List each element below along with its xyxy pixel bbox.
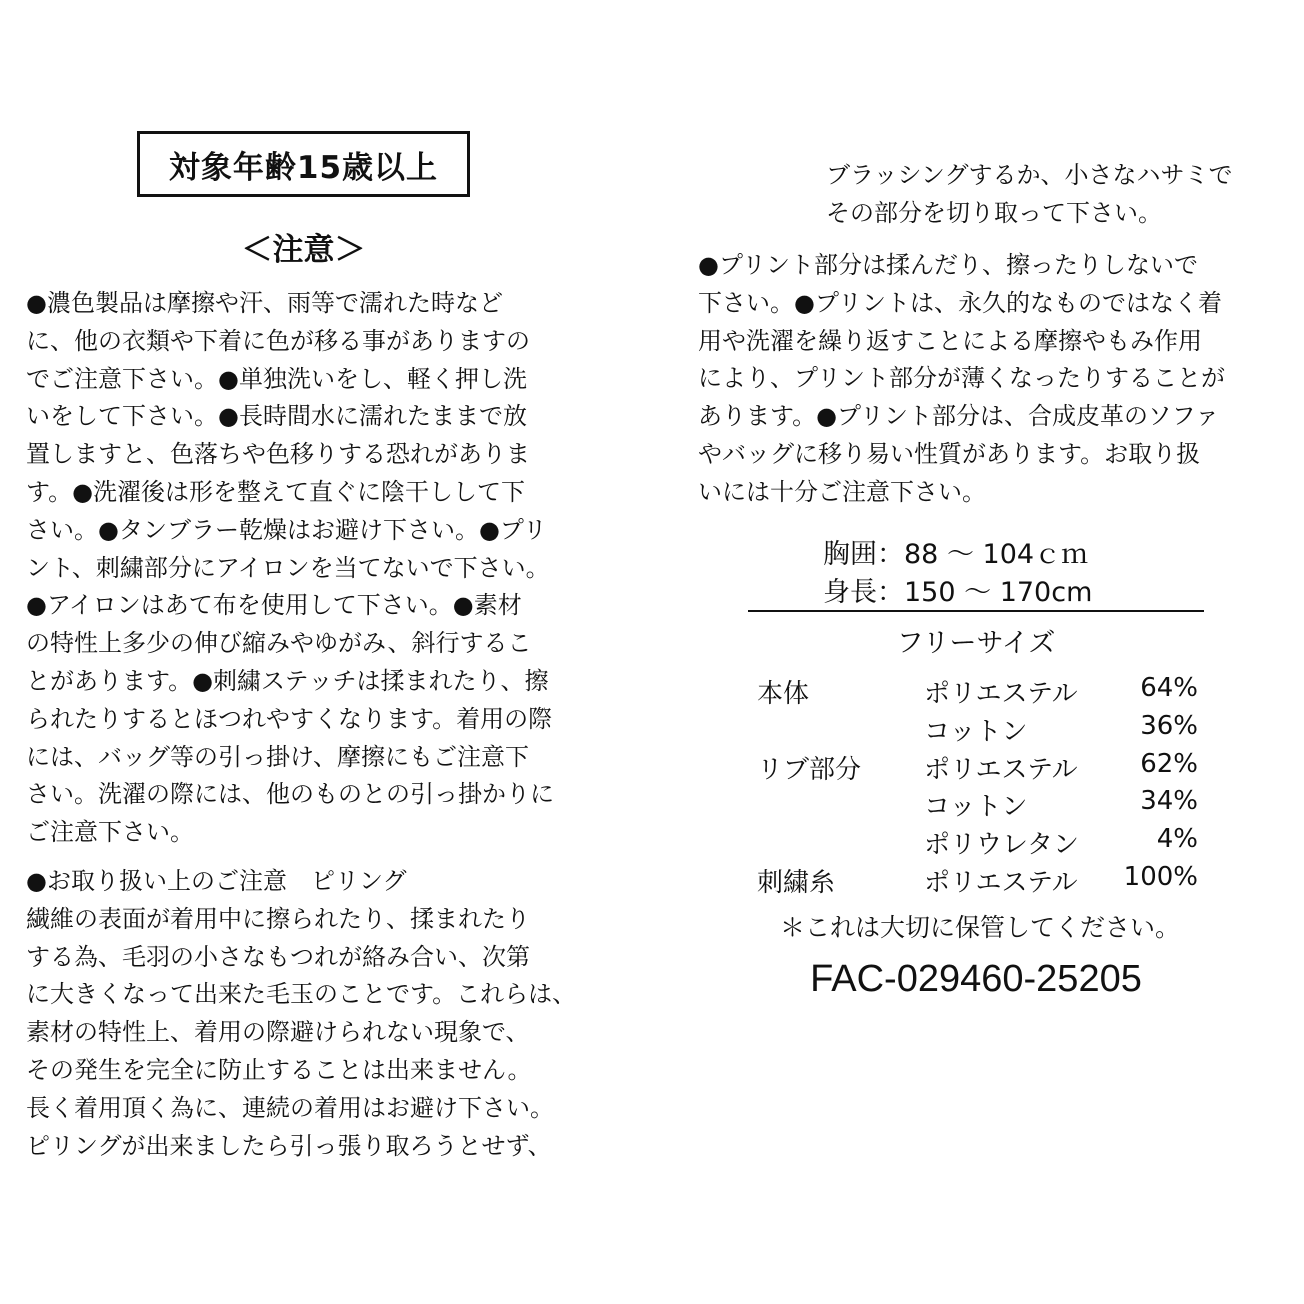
pilling-line: 繊維の表面が着用中に擦られたり、揉まれたり [26, 904, 530, 933]
caution-line: の特性上多少の伸び縮みやゆがみ、斜行するこ [26, 629, 532, 658]
pilling-line: に大きくなって出来た毛玉のことです。これらは、 [26, 980, 577, 1009]
caution-line: でご注意下さい。●単独洗いをし、軽く押し洗 [26, 364, 527, 393]
composition-percent: 36% [1140, 711, 1198, 741]
caution-line: 置しますと、色落ちや色移りする恐れがありま [26, 440, 530, 469]
composition-part: リブ部分 [757, 755, 862, 785]
composition-material: ポリエステル [924, 679, 1078, 709]
caution-line: さい。●タンブラー乾燥はお避け下さい。●プリ [26, 515, 547, 544]
pilling-line: ●お取り扱い上のご注意 ピリング [26, 867, 407, 895]
pilling-line: ブラッシングするか、小さなハサミで [826, 161, 1233, 189]
pilling-line: 長く着用頂く為に、連続の着用はお避け下さい。 [26, 1093, 554, 1122]
print-line: いには十分ご注意下さい。 [698, 477, 986, 506]
caution-line: ント、刺繍部分にアイロンを当てないで下さい。 [26, 553, 550, 582]
caution-line: とがあります。●刺繍ステッチは揉まれたり、擦 [26, 666, 549, 695]
caution-line: られたりするとほつれやすくなります。着用の際 [26, 704, 553, 733]
free-size-label: フリーサイズ [896, 628, 1056, 659]
print-line: により、プリント部分が薄くなったりすることが [698, 364, 1226, 393]
print-line: 用や洗濯を繰り返すことによる摩擦やもみ作用 [698, 326, 1202, 355]
age-label: 対象年齢15歳以上 [168, 149, 439, 186]
composition-percent: 64% [1140, 673, 1198, 703]
composition-material: ポリエステル [924, 755, 1078, 785]
caution-line: ご注意下さい。 [26, 818, 194, 847]
pilling-text [26, 863, 576, 1165]
print-line: あります。●プリント部分は、合成皮革のソファ [698, 402, 1220, 431]
caution-line: ●濃色製品は摩擦や汗、雨等で濡れた時など [26, 289, 503, 317]
caution-line: ●アイロンはあて布を使用して下さい。●素材 [26, 591, 522, 620]
size-divider [748, 610, 1204, 612]
caution-line: に、他の衣類や下着に色が移る事がありますの [26, 326, 530, 355]
pilling-continued-text [826, 157, 1232, 233]
composition-percent: 100% [1123, 862, 1198, 892]
pilling-line: ピリングが出来ましたら引っ張り取ろうとせず、 [26, 1131, 552, 1160]
size-chest: 胸囲：88 ～ 104ｃｍ [823, 539, 1089, 570]
caution-line: いをして下さい。●長時間水に濡れたままで放 [26, 402, 527, 431]
composition-material: コットン [924, 792, 1028, 822]
print-caution-text [698, 247, 1225, 512]
composition-percent: 62% [1140, 749, 1198, 779]
pilling-line: する為、毛羽の小さなもつれが絡み合い、次第 [26, 942, 530, 971]
caution-line: さい。洗濯の際には、他のものとの引っ掛かりに [26, 780, 554, 809]
pilling-line: 素材の特性上、着用の際避けられない現象で、 [26, 1018, 530, 1047]
caution-title: ＜注意＞ [241, 232, 366, 268]
composition-material: ポリウレタン [924, 830, 1079, 860]
pilling-line: その発生を完全に防止することは出来ません。 [26, 1055, 532, 1084]
print-line: 下さい。●プリントは、永久的なものではなく着 [698, 288, 1222, 317]
composition-percent: 34% [1140, 786, 1198, 816]
composition-material: コットン [924, 717, 1028, 747]
product-code: FAC-029460-25205 [810, 958, 1142, 1000]
caution-text [26, 285, 554, 852]
storage-note: ＊これは大切に保管してください。 [779, 913, 1180, 942]
print-line: やバッグに移り易い性質があります。お取り扱 [698, 439, 1201, 468]
caution-line: には、バッグ等の引っ掛け、摩擦にもご注意下 [26, 742, 530, 771]
caution-line: す。●洗濯後は形を整えて直ぐに陰干しして下 [26, 477, 526, 506]
age-label-box [137, 131, 470, 197]
composition-part: 刺繍糸 [757, 868, 836, 898]
composition-part: 本体 [757, 679, 810, 709]
print-line: ●プリント部分は揉んだり、擦ったりしないで [698, 251, 1198, 279]
composition-material: ポリエステル [924, 868, 1078, 898]
pilling-line: その部分を切り取って下さい。 [826, 198, 1162, 227]
composition-percent: 4% [1156, 824, 1198, 854]
size-height: 身長：150 ～ 170cm [823, 577, 1093, 608]
